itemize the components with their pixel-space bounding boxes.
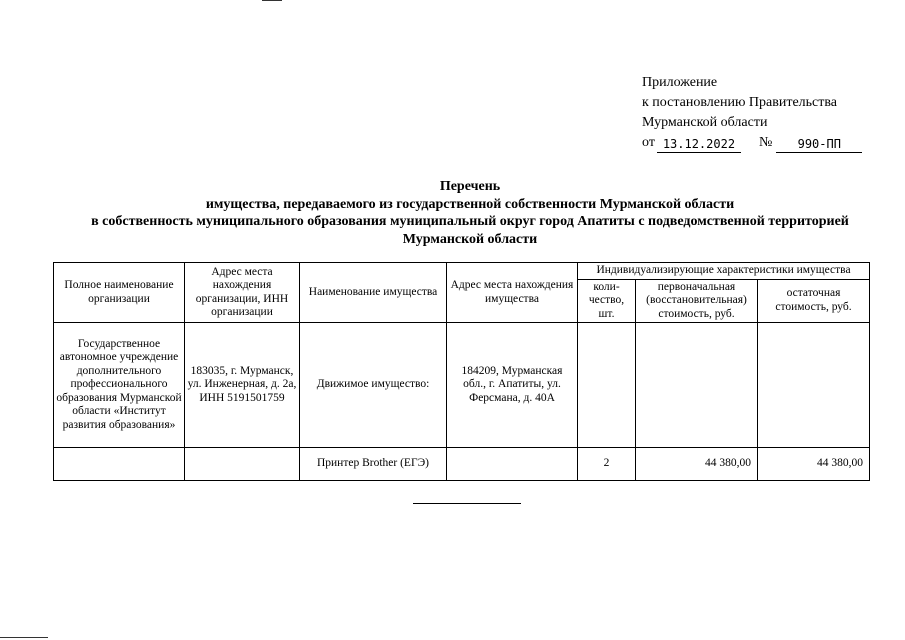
header-quantity: коли-чество, шт. xyxy=(578,279,636,323)
closing-rule xyxy=(413,503,521,504)
cell-empty xyxy=(578,323,636,448)
title-line-4: Мурманской области xyxy=(402,231,538,247)
date-prefix: от xyxy=(642,135,655,150)
cell-item-initial-cost: 44 380,00 xyxy=(636,448,758,481)
cell-org-address: 183035, г. Мурманск, ул. Инженерная, д. 2а, ИНН 5191501759 xyxy=(185,323,300,448)
appendix-line-3: Мурманской области xyxy=(642,115,768,130)
header-property-name: Наименование имущества xyxy=(300,263,447,323)
bottom-rule xyxy=(0,637,48,638)
cell-empty xyxy=(185,448,300,481)
title-line-1: Перечень xyxy=(439,179,501,194)
title-line-2: имущества, передаваемого из государственной собственности Мурманской области xyxy=(205,196,735,212)
cell-empty xyxy=(447,448,578,481)
header-row-1 xyxy=(54,263,870,280)
table-row xyxy=(54,323,870,448)
document-title xyxy=(40,178,900,248)
table-row xyxy=(54,448,870,481)
cell-empty xyxy=(54,448,185,481)
appendix-line-1: Приложение xyxy=(642,75,718,90)
cell-property-address: 184209, Мурманская обл., г. Апатиты, ул. Ферсмана, д. 40А xyxy=(447,323,578,448)
cell-property-category: Движимое имущество: xyxy=(300,323,447,448)
header-org-name: Полное наименование организации xyxy=(54,263,185,323)
header-org-address: Адрес места нахождения организации, ИНН организации xyxy=(185,263,300,323)
header-residual-cost: остаточная стоимость, руб. xyxy=(758,279,870,323)
appendix-block xyxy=(642,73,862,153)
decree-date: 13.12.2022 xyxy=(657,136,741,153)
header-property-address: Адрес места нахождения имущества xyxy=(447,263,578,323)
cell-item-quantity: 2 xyxy=(578,448,636,481)
top-rule xyxy=(262,0,282,1)
cell-item-residual-cost: 44 380,00 xyxy=(758,448,870,481)
decree-number: 990-ПП xyxy=(776,136,862,153)
cell-item-name: Принтер Brother (ЕГЭ) xyxy=(300,448,447,481)
property-table xyxy=(53,262,870,481)
cell-empty xyxy=(758,323,870,448)
title-line-3: в собственность муниципального образования муниципальный округ город Апатиты с подведомственной территорией xyxy=(91,214,849,229)
number-sign: № xyxy=(758,135,773,150)
appendix-line-2: к постановлению Правительства xyxy=(642,95,838,110)
cell-empty xyxy=(636,323,758,448)
header-initial-cost: первоначальная (восстановительная) стоимость, руб. xyxy=(636,279,758,323)
header-characteristics: Индивидуализирующие характеристики имущества xyxy=(578,263,870,280)
appendix-date-line xyxy=(642,133,862,153)
cell-org-name: Государственное автономное учреждение дополнительного профессионального образования Мурманской области «Институт развития образования» xyxy=(54,323,185,448)
